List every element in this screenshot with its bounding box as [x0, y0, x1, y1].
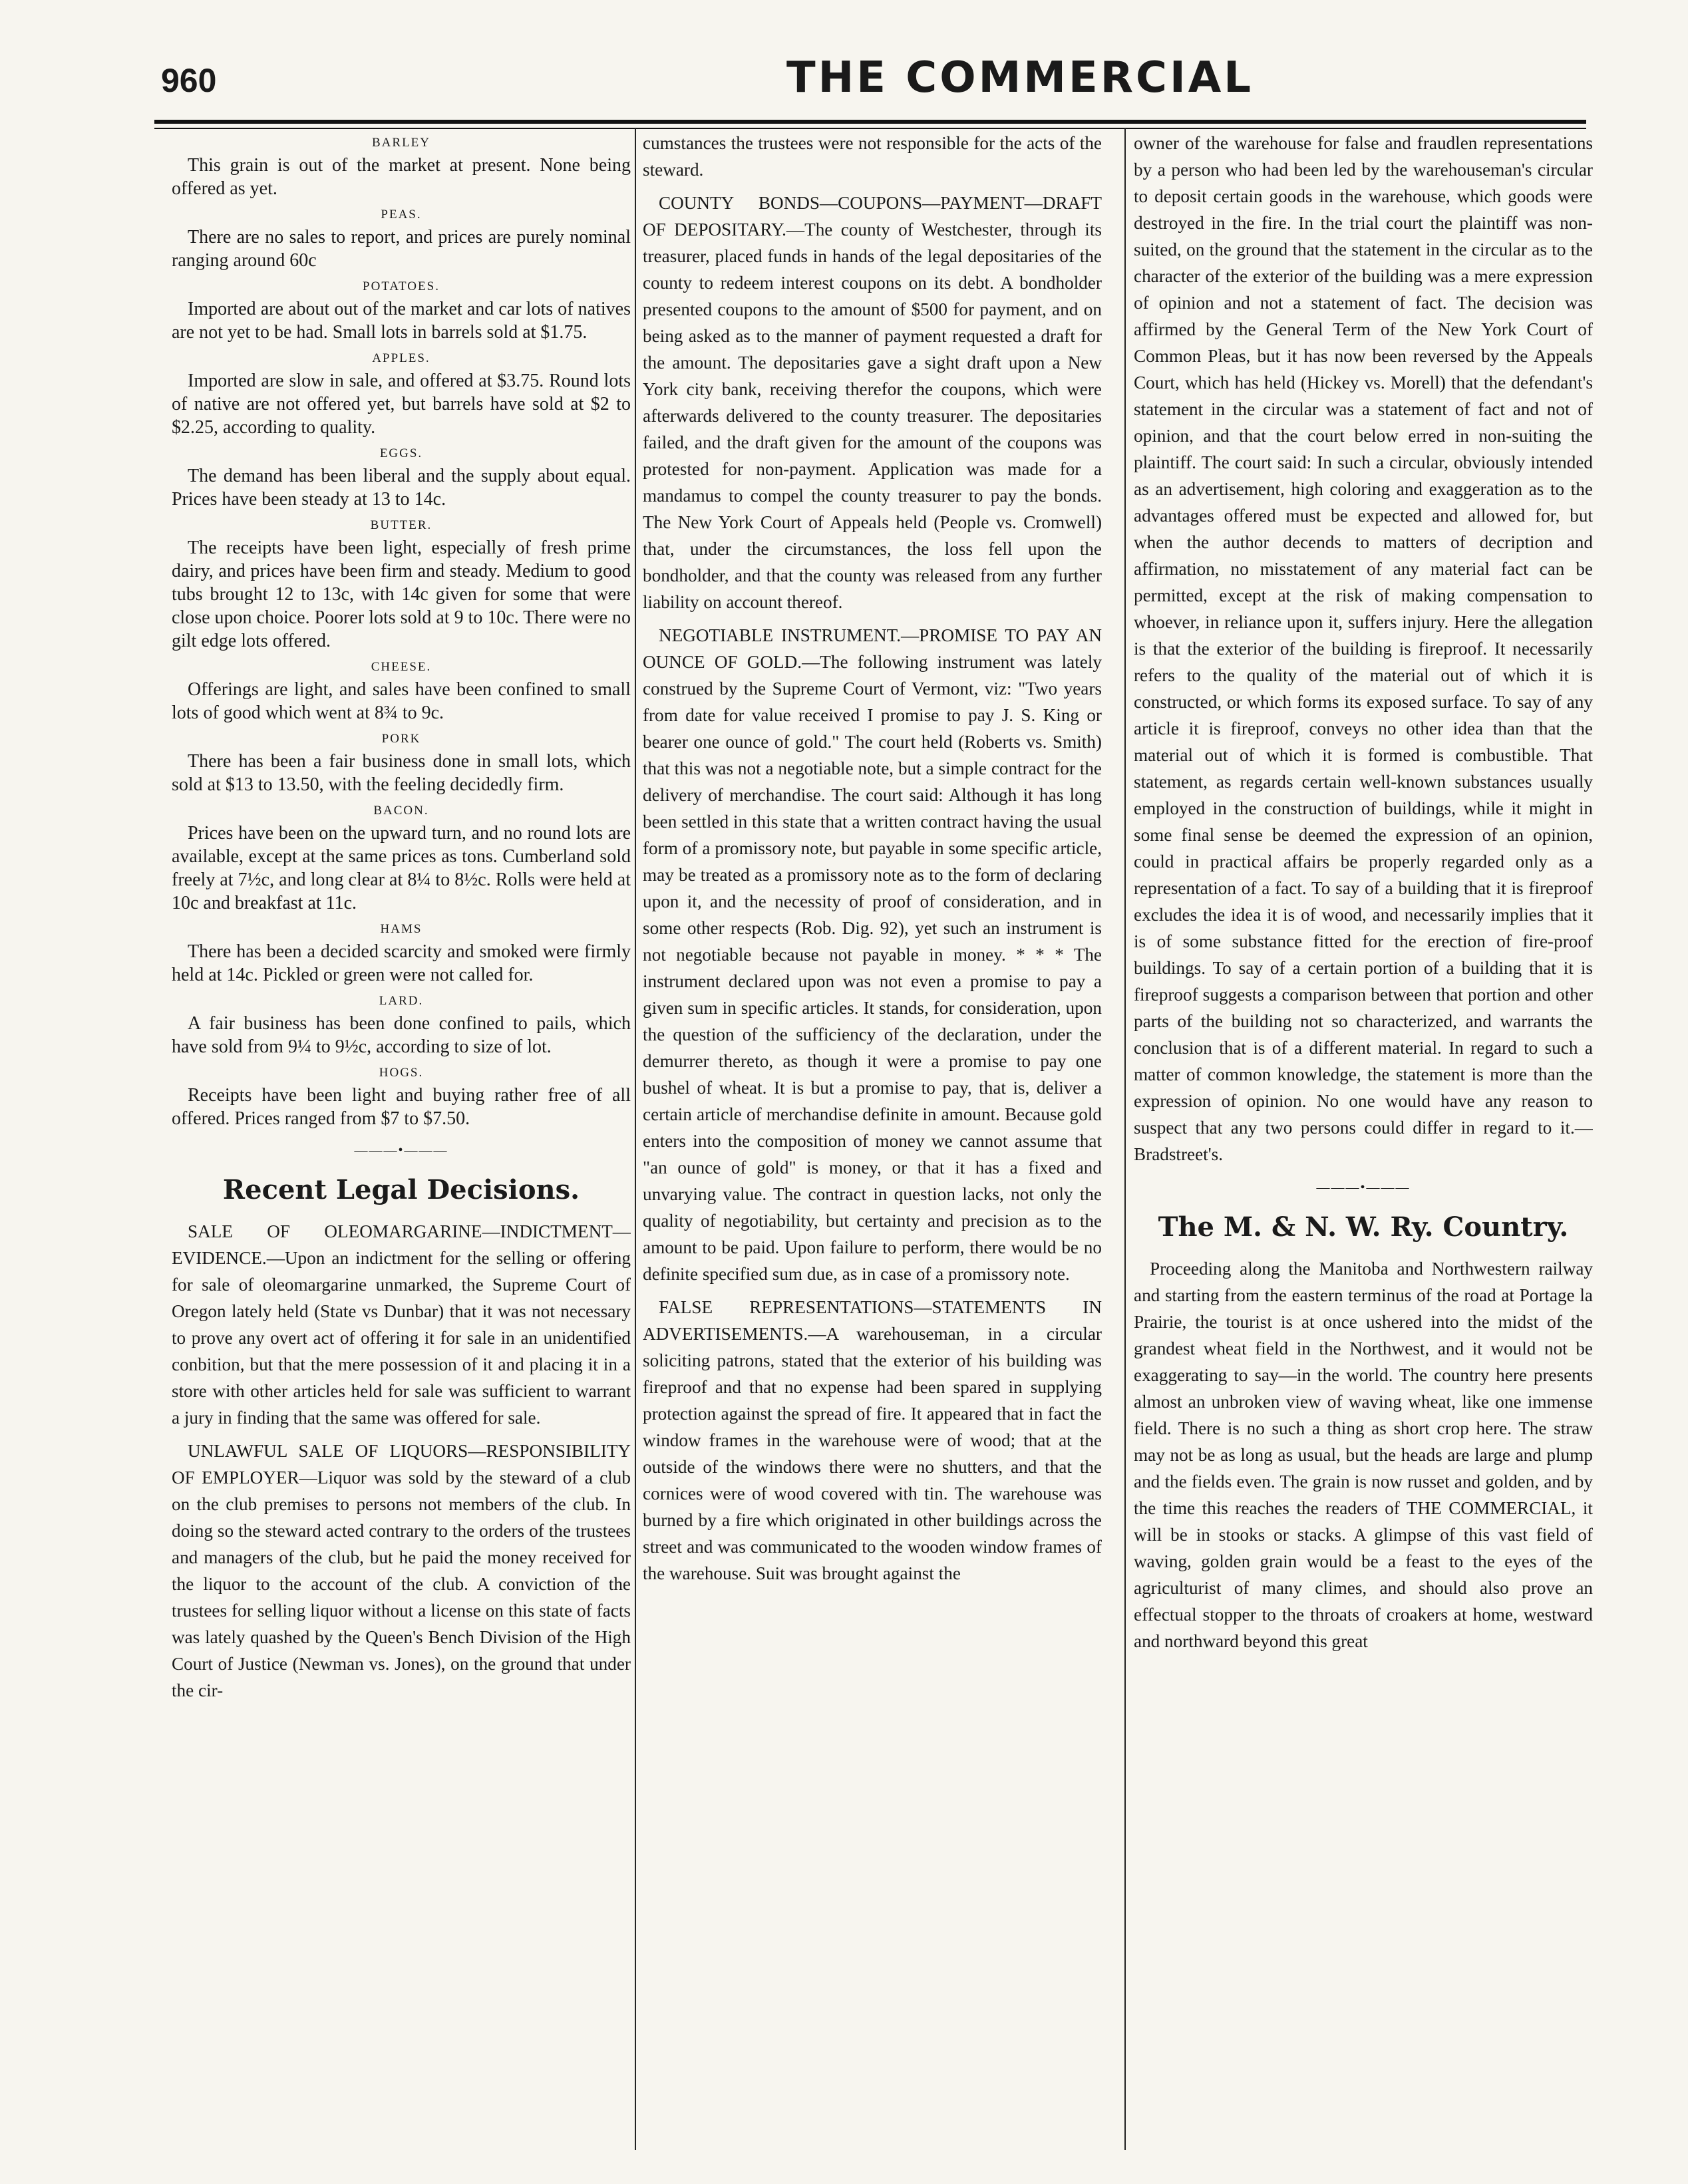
masthead-rule-thin — [154, 128, 1586, 129]
article-paragraph: UNLAWFUL SALE OF LIQUORS—RESPONSIBILITY OF EMPLOYER—Liquor was sold by the steward of a club on the club premises to persons not members of the club. In doing so the steward acted contrary to the orders of the trustees and managers of the club, but he paid the money received for the liquor to the account of the club. A conviction of the trustees for selling liquor without a license on this state of facts was lately quashed by the Queen's Bench Division of the High Court of Justice (Newman vs. Jones), on the ground that under the cir- — [172, 1441, 631, 1700]
section-ornament: ———•——— — [1316, 1180, 1411, 1195]
market-report: Offerings are light, and sales have been confined to small lots of good which went at 8¾ to 9c. — [172, 679, 631, 723]
column-2 — [643, 130, 1102, 2165]
article-paragraph: FALSE REPRESENTATIONS—STATEMENTS IN ADVERTISEMENTS.—A warehouseman, in a circular soliciting patrons, stated that the exterior of his building was fireproof and that no expense had been spared in supplying protection against the spread of fire. It appeared that in fact the window frames in the warehouse were of wood; that at the outside of the windows there were no shutters, and that the cornices were of wood covered with tin. The warehouse was burned by a fire which originated in other buildings across the street and was communicated to the wooden window frames of the warehouse. Suit was brought against the — [643, 1297, 1102, 1583]
market-heading: PEAS. — [381, 208, 422, 222]
market-report: The demand has been liberal and the supply about equal. Prices have been steady at 13 to 14c. — [172, 466, 631, 510]
page-number: 960 — [161, 62, 217, 99]
article-paragraph: Proceeding along the Manitoba and Northwestern railway and starting from the eastern terminus of the road at Portage la Prairie, the tourist is at once ushered into the midst of the grandest wheat field in the Northwest, and it would not be exaggerating to say—in the world. The country here presents almost an unbroken view of waving wheat, like one immense field. There is no such a thing as short crop here. The straw may not be as long as usual, but the heads are large and plump and the fields even. The grain is now russet and golden, and by the time this reaches the readers of THE COMMERCIAL, it will be in stooks or stacks. A glimpse of this vast field of waving, golden grain would be a feast to the eyes of the agriculturist of many climes, and should also prove an effectual stopper to the throats of croakers at home, westward and northward beyond this great — [1134, 1259, 1593, 1651]
article-paragraph: COUNTY BONDS—COUPONS—PAYMENT—DRAFT OF DEPOSITARY.—The county of Westchester, through its treasurer, placed funds in hands of the legal depositaries of the county to redeem interest coupons on its debt. A bondholder presented coupons to the amount of $500 for payment, and on being asked as to the manner of payment requested a draft for the amount. The depositaries gave a sight draft upon a New York city bank, receiving therefor the coupons, which were afterwards delivered to the county treasurer. The depositaries failed, and the draft given for the amount of the coupons was protested for non-payment. Application was made for a mandamus to compel the county treasurer to pay the bonds. The New York Court of Appeals held (People vs. Cromwell) that, under the circumstances, the loss fell upon the bondholder, and that the county was released from any further liability on account thereof. — [643, 193, 1102, 612]
masthead-rule — [154, 120, 1586, 124]
article-paragraph: SALE OF OLEOMARGARINE—INDICTMENT—EVIDENCE.—Upon an indictment for the selling or offering for sale of oleomargarine unmarked, the Supreme Court of Oregon lately held (State vs Dunbar) that it was not necessary to prove any overt act of offering it for sale in an unidentified conbition, but that the mere possession of it and placing it in a store with other articles held for sale was sufficient to warrant a jury in finding that the same was offered for sale. — [172, 1221, 631, 1428]
market-report: Imported are about out of the market and car lots of natives are not yet to be had. Small lots in barrels sold at $1.75. — [172, 299, 631, 343]
market-heading: APPLES. — [372, 351, 430, 365]
market-report: The receipts have been light, especially of fresh prime dairy, and prices have been firm and steady. Medium to good tubs brought 12 to 13c, with 14c given for some that were close upon choice. Poorer lots sold at 9 to 10c. There were no gilt edge lots offered. — [172, 538, 631, 651]
column-3 — [1134, 130, 1593, 2165]
market-report: A fair business has been done confined to pails, which have sold from 9¼ to 9½c, according to size of lot. — [172, 1013, 631, 1057]
market-report: Imported are slow in sale, and offered at $3.75. Round lots of native are not offered yet, but barrels have sold at $2 to $2.25, according to quality. — [172, 371, 631, 438]
section-ornament: ———•——— — [354, 1143, 448, 1158]
market-report: There has been a fair business done in small lots, which sold at $13 to 13.50, with the feeling decidedly firm. — [172, 751, 631, 795]
market-heading: BUTTER. — [370, 518, 432, 532]
market-heading: BARLEY — [372, 136, 430, 150]
market-heading: LARD. — [379, 994, 424, 1008]
column-1 — [172, 130, 631, 2165]
article-paragraph: NEGOTIABLE INSTRUMENT.—PROMISE TO PAY AN OUNCE OF GOLD.—The following instrument was lately construed by the Supreme Court of Vermont, viz: "Two years from date for value received I promise to pay J. S. King or bearer one ounce of gold." The court held (Roberts vs. Smith) that this was not a negotiable note, but a simple contract for the delivery of merchandise. The court said: Although it has long been settled in this state that a written contract having the usual form of a promissory note, but payable in some specific article, may be treated as a promissory note as to the form of declaring upon it, and the necessity of proof of consideration, and in some other respects (Rob. Dig. 92), yet such an instrument is not negotiable because not payable in money. * * * The instrument declared upon was not even a promise to pay a given sum in specific articles. It stands, for consideration, upon the question of the sufficiency of the declaration, under the demurrer thereto, as though it were a promise to pay one bushel of wheat. It is but a promise to pay, that is, deliver a certain article of merchandise definite in amount. Because gold enters into the composition of money we cannot assume that "an ounce of gold" is money, or that it has a fixed and unvarying value. The contract in question lacks, not only the quality of negotiability, but certainty and precision as to the amount to be paid. Upon failure to perform, there would be no definite specified sum due, as in case of a promissory note. — [643, 625, 1102, 1284]
market-heading: EGGS. — [379, 446, 423, 460]
market-report: Receipts have been light and buying rather free of all offered. Prices ranged from $7 to $7.50. — [172, 1085, 631, 1129]
market-heading: BACON. — [373, 804, 429, 818]
section-title: Recent Legal Decisions. — [222, 1174, 580, 1205]
article-paragraph: owner of the warehouse for false and fraudlen representations by a person who had been led by the warehouseman's circular to deposit certain goods in the warehouse, which goods were destroyed in the fire. In the trial court the plaintiff was non-suited, on the ground that the statement in the circular as to the character of the exterior of the building was a mere expression of opinion and not a statement of fact. The decision was affirmed by the General Term of the New York Court of Common Pleas, but it has now been reversed by the Appeals Court, which has held (Hickey vs. Morell) that the defendant's statement in the circular was a statement of fact and not of opinion, and that the court below erred in non-suiting the plaintiff. The court said: In such a circular, obviously intended as an advertisement, high coloring and exaggeration as to the advantages offered must be expected and allowed for, but when the author decends to matters of decription and affirmation, no misstatement of any material fact can be permitted, except at the risk of making compensation to whoever, in reliance upon it, suffers injury. Here the allegation is that the exterior of the building is fireproof. It necessarily refers to the quality of the material out of which it is constructed, or which forms its exposed surface. To say of any article it is fireproof, conveys no other idea than that the material out of which it is formed is combustible. That statement, as regards certain well-known substances usually employed in the construction of buildings, while it might in some final sense be deemed the expression of an opinion, could in practical affairs be properly regarded only as a representation of a fact. To say of a building that it is fireproof excludes the idea it is of wood, and necessarily implies that it is of some substance fitted for the erection of fire-proof buildings. To say of a certain portion of a building that it is fireproof suggests a comparison between that portion and other parts of the building not so characterized, and warrants the conclusion that is of a different material. In regard to such a matter of common knowledge, the statement is more than the expression of opinion. No one would have any reason to suspect that any two persons could differ in regard to it.—Bradstreet's. — [1134, 133, 1593, 1164]
column-divider — [1124, 128, 1126, 2150]
masthead — [154, 27, 1586, 126]
market-heading: PORK — [381, 732, 421, 746]
market-heading: POTATOES. — [363, 279, 440, 293]
market-report: Prices have been on the upward turn, and no round lots are available, except at the same prices as tons. Cumberland sold freely at 7½c, and long clear at 8¼ to 8½c. Rolls were held at 10c and breakfast at 11c. — [172, 823, 631, 913]
market-report: There has been a decided scarcity and smoked were firmly held at 14c. Pickled or green were not called for. — [172, 941, 631, 985]
market-report: There are no sales to report, and prices are purely nominal ranging around 60c — [172, 227, 631, 271]
section-title: The M. & N. W. Ry. Country. — [1158, 1211, 1569, 1243]
market-heading: HOGS. — [379, 1066, 424, 1080]
article-paragraph: cumstances the trustees were not responsible for the acts of the steward. — [643, 133, 1102, 180]
newspaper-title: THE COMMERCIAL — [786, 53, 1254, 102]
column-divider — [635, 128, 636, 2150]
market-report: This grain is out of the market at present. None being offered as yet. — [172, 155, 631, 199]
market-heading: HAMS — [380, 922, 422, 936]
market-heading: CHEESE. — [371, 660, 432, 674]
